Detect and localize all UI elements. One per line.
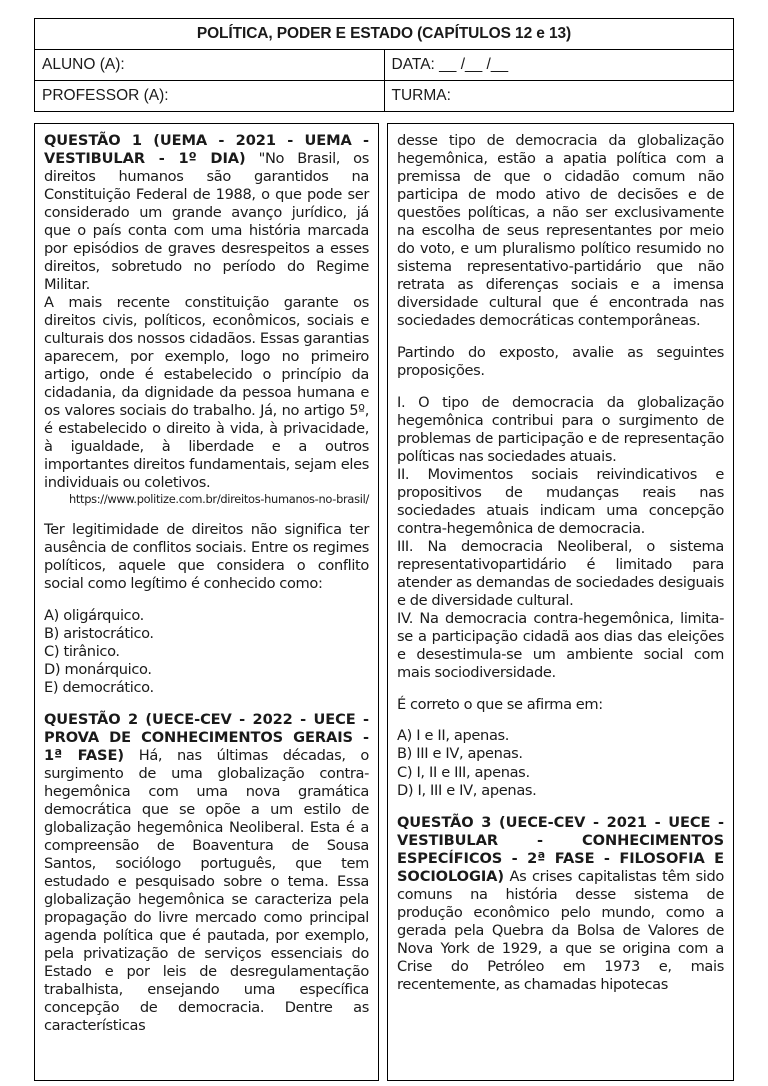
question-1-heading: QUESTÃO 1 (UEMA - 2021 - UEMA - VESTIBULAR - 1º DIA)	[44, 132, 369, 168]
alternative-option[interactable]: B) aristocrático.	[44, 624, 154, 642]
question-2-block	[44, 711, 369, 1035]
teacher-name-field[interactable]: PROFESSOR (A):	[35, 81, 385, 112]
alternative-option[interactable]: A) I e II, apenas.	[397, 727, 510, 745]
question-2-heading: QUESTÃO 2 (UECE-CEV - 2022 - UECE - PROVA DE CONHECIMENTOS GERAIS - 1ª FASE)	[44, 710, 369, 764]
student-name-field[interactable]: ALUNO (A):	[35, 50, 385, 81]
question-2-text-continued: desse tipo de democracia da globalização hegemônica, estão a apatia política com a premissa de que o cidadão comum não participa de modo ativo de decisões e de questões políticas, a não ser exclusivamente na escolha de seus representantes por meio do voto, e um pluralismo político resumido no sistema representativo-partidário que não retrata as diferenças sociais e a imensa diversidade cultural que é encontrada nas sociedades democráticas contemporâneas.	[397, 132, 724, 330]
question-1-command: Ter legitimidade de direitos não significa ter ausência de conflitos sociais. Entre os regimes políticos, aquele que considera o conflito social como legítimo é conhecido como:	[44, 520, 369, 592]
date-field[interactable]: DATA: __ /__ /__	[384, 50, 734, 81]
alternative-option[interactable]: C) tirânico.	[44, 642, 120, 660]
alternative-option[interactable]: E) democrático.	[44, 678, 154, 696]
question-2-text: Há, nas últimas décadas, o surgimento de uma globalização contra-hegemônica com uma nova gramática democrática que se opõe a um estilo de globalização hegemônica Neoliberal. Esta é a compreensão de Boaventura de Sousa Santos, sociólogo português, que tem estudado e pesquisado sobre o tema. Essa globalização hegemônica se caracteriza pela propagação do livre mercado como principal agenda política que é pautada, por exemplo, pela privatização de serviços essenciais do Estado e por leis de desregulamentação trabalhista, ensejando uma específica concepção de democracia. Dentre as características	[44, 746, 369, 1035]
question-1-text-part2: A mais recente constituição garante os direitos civis, políticos, econômicos, sociais e culturais dos nossos cidadãos. Essas garantias aparecem, por exemplo, logo no primeiro artigo, onde é estabelecido o princípio da cidadania, da dignidade da pessoa humana e os valores sociais do trabalho. Já, no artigo 5º, é estabelecido o direito à vida, à privacidade, à igualdade, à liberdade e a outros importantes direitos fundamentais, sejam eles individuais ou coletivos.	[44, 294, 369, 492]
alternative-option[interactable]: D) monárquico.	[44, 660, 152, 678]
proposition-item: IV. Na democracia contra-hegemônica, limita-se a participação cidadã aos dias das eleições e desestimula-se um ambiente social com mais sociodiversidade.	[397, 610, 724, 682]
proposition-item: I. O tipo de democracia da globalização hegemônica contribui para o surgimento de problemas de participação e de representação políticas nas sociedades atuais.	[397, 394, 724, 466]
right-column	[387, 123, 734, 1081]
header-info-table	[34, 18, 734, 112]
header-title-row	[35, 19, 734, 50]
student-row	[35, 50, 734, 81]
page-title: POLÍTICA, PODER E ESTADO (CAPÍTULOS 12 e 13)	[35, 19, 734, 50]
question-3-block	[397, 814, 724, 994]
question-1-block	[44, 132, 369, 294]
alternative-option[interactable]: B) III e IV, apenas.	[397, 745, 523, 763]
class-field[interactable]: TURMA:	[384, 81, 734, 112]
question-3-text: As crises capitalistas têm sido comuns na história desse sistema de produção econômico pelo mundo, como a gerada pela Quebra da Bolsa de Valores de Nova York de 1929, a que se origina com a Crise do Petróleo em 1973 e, mais recentemente, as chamadas hipotecas	[397, 867, 724, 993]
question-1-alternatives	[44, 607, 369, 697]
alternative-option[interactable]: A) oligárquico.	[44, 606, 144, 624]
alternative-option[interactable]: D) I, III e IV, apenas.	[397, 781, 537, 799]
question-1-source: https://www.politize.com.br/direitos-humanos-no-brasil/	[68, 492, 369, 507]
question-2-alternatives	[397, 727, 724, 799]
two-column-body	[34, 123, 734, 1081]
alternative-option[interactable]: C) I, II e III, apenas.	[397, 763, 530, 781]
question-3-heading: QUESTÃO 3 (UECE-CEV - 2021 - UECE - VESTIBULAR - CONHECIMENTOS ESPECÍFICOS - 2ª FASE - FILOSOFIA E SOCIOLOGIA)	[397, 813, 724, 885]
question-2-command: É correto o que se afirma em:	[397, 696, 603, 714]
proposition-item: III. Na democracia Neoliberal, o sistema representativopartidário é limitado para atender as demandas de sociedades desiguais e de diversidade cultural.	[397, 538, 724, 610]
question-1-text-part1: "No Brasil, os direitos humanos são garantidos na Constituição Federal de 1988, o que pode ser considerado um grande avanço jurídico, já que o país conta com uma história marcada por episódios de graves desrespeitos a esses direitos, sobretudo no período do Regime Militar.	[44, 150, 369, 294]
question-2-instruction: Partindo do exposto, avalie as seguintes proposições.	[397, 344, 724, 380]
teacher-row	[35, 81, 734, 112]
proposition-item: II. Movimentos sociais reivindicativos e propositivos de mudanças reais nas sociedades atuais indicam uma concepção contra-hegemônica de democracia.	[397, 466, 724, 538]
left-column	[34, 123, 379, 1081]
